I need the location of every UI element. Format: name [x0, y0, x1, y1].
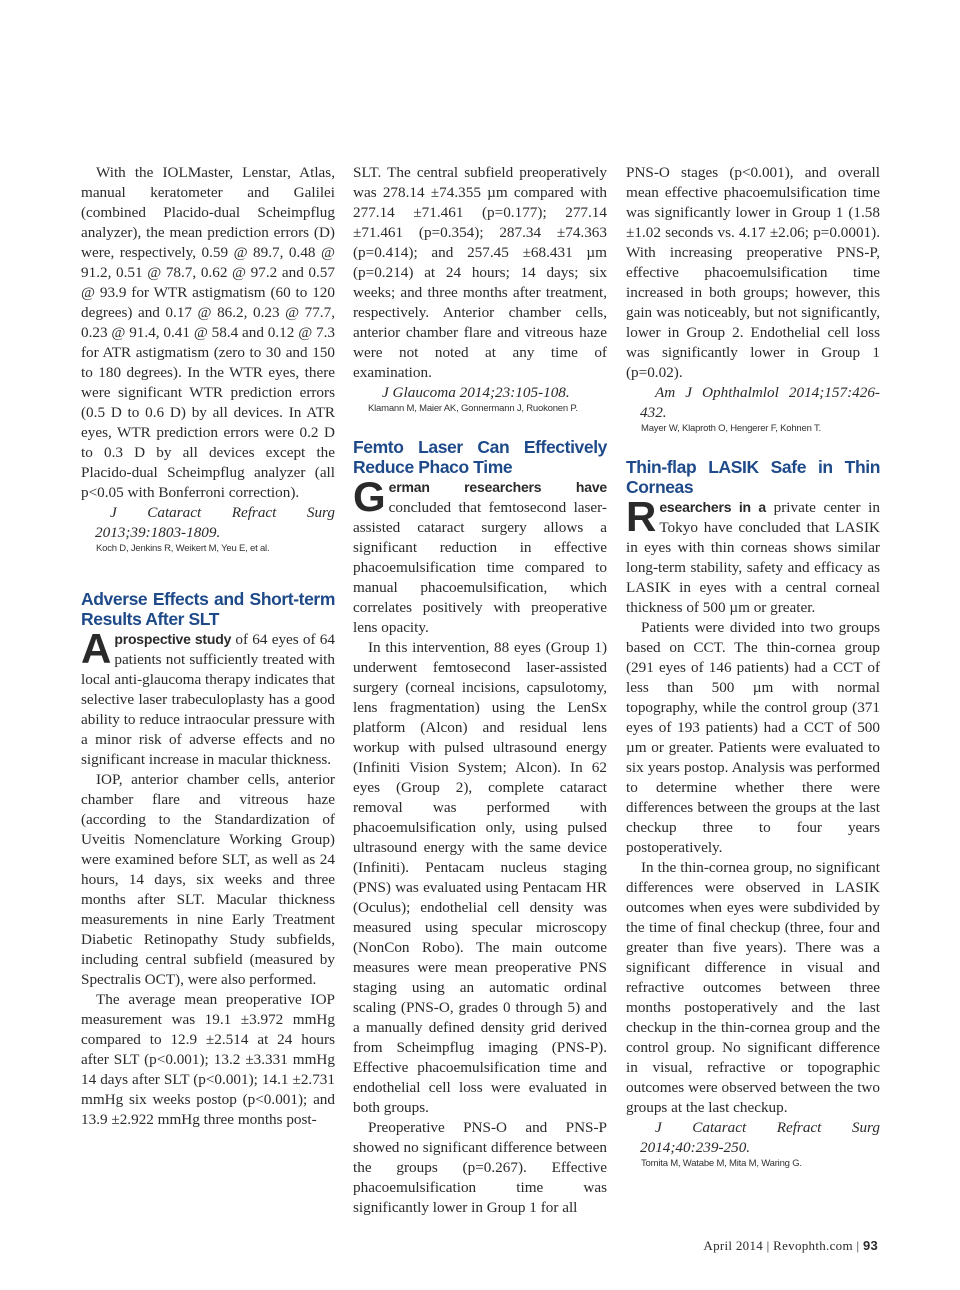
lead-in: prospective study: [114, 631, 232, 647]
article-lead-paragraph: [626, 493, 880, 618]
footer-separator: |: [856, 1238, 860, 1253]
article-paragraph: In this intervention, 88 eyes (Group 1) underwent femtosecond laser-assisted surgery (corneal incisions, capsulotomy, lens fragmentation) using the LenSx platform (Alcon) and residual lens workup with pulsed ultrasound energy (Infiniti Vision System; Alcon). In 62 eyes (Group 2), complete cataract removal was performed with phacoemulsification only, using pulsed ultrasound energy with the same device (Infiniti). Pentacam nucleus staging (PNS) was evaluated using Pentacam HR (Oculus); endothelial cell density was measured using specular microscopy (NonCon Robo). The main outcome measures were mean preoperative PNS staging using an automatic ordinal scaling (PNS-O, grades 0 through 5) and a manually defined density grid derived from Scheimpflug imaging (PNS-P). Effective phacoemulsification time and endothelial cell loss were evaluated in both groups.: [353, 639, 607, 1116]
lead-text: private center in Tokyo have concluded that LASIK in eyes with thin corneas shows similar long-term stability, safety and efficacy as LASIK in eyes with a central corneal thickness of 500 µm or greater.: [626, 499, 880, 616]
author-list: Koch D, Jenkins R, Weikert M, Yeu E, et al.: [96, 543, 270, 554]
column-3: [626, 163, 880, 1170]
article-heading: Thin-flap LASIK Safe in Thin Corneas: [626, 457, 880, 497]
lead-in: esearchers in a: [659, 499, 766, 515]
article-lead-paragraph: [81, 625, 335, 770]
lead-text: of 64 eyes of 64 patients not sufficiently treated with local anti-glaucoma therapy indicates that selective laser trabeculoplasty has a good ability to reduce intraocular pressure with a minor risk of adverse effects and no significant increase in macular thickness.: [81, 631, 335, 768]
author-list: Klamann M, Maier AK, Gonnermann J, Ruokonen P.: [368, 403, 578, 414]
article-paragraph: Preoperative PNS-O and PNS-P showed no significant difference between the groups (p=0.267). Effective phacoemulsification time was significantly lower in Group 1 for all: [353, 1119, 607, 1216]
column-2: [353, 163, 607, 1218]
drop-cap: A: [81, 625, 112, 672]
footer-separator: |: [766, 1238, 770, 1253]
article-paragraph: PNS-O stages (p<0.001), and overall mean effective phacoemulsification time was significantly lower in Group 1 (1.58 ±1.02 seconds vs. 4.17 ±2.06; p=0.0001). With increasing preoperative PNS-P, effective phacoemulsification time increased in both groups; however, this gain was noticeably, but not significantly, lower in Group 2. Endothelial cell loss was significantly lower in Group 1 (p=0.02).: [626, 164, 880, 381]
page-number: 93: [862, 1238, 878, 1253]
author-list: Tomita M, Watabe M, Mita M, Waring G.: [641, 1158, 802, 1169]
article-paragraph: With the IOLMaster, Lenstar, Atlas, manual keratometer and Galilei (combined Placido-dual Scheimpflug analyzer), the mean prediction errors (D) were, respectively, 0.59 @ 89.7, 0.48 @ 91.2, 0.51 @ 78.7, 0.62 @ 97.2 and 0.57 @ 93.9 for WTR astigmatism (60 to 120 degrees) and 0.17 @ 86.2, 0.23 @ 77.7, 0.23 @ 91.4, 0.41 @ 58.4 and 0.12 @ 7.3 for ATR astigmatism (zero to 30 and 150 to 180 degrees). In the WTR eyes, there were significant WTR prediction errors (0.5 D to 0.6 D) by all devices. In ATR eyes, WTR prediction errors were 0.2 D to 0.3 D by all devices except the Placido-dual Scheimpflug analyzer (all p<0.05 with Bonferroni correction).: [81, 164, 335, 501]
lead-text: concluded that femtosecond laser-assisted cataract surgery allows a significant reduction in effective phacoemulsification time compared to manual phacoemulsification, which correlates positively with preoperative lens opacity.: [353, 499, 607, 636]
journal-citation: J Cataract Refract Surg 2014;40:239-250.: [640, 1119, 880, 1156]
drop-cap: R: [626, 493, 657, 540]
journal-citation: Am J Ophthalmlol 2014;157:426-432.: [640, 384, 880, 421]
article-heading: Femto Laser Can Effectively Reduce Phaco Time: [353, 437, 607, 477]
article-paragraph: In the thin-cornea group, no significant differences were observed in LASIK outcomes when eyes were subdivided by the time of final checkup (three, four and greater than five years). There was a significant difference in visual and refractive outcomes between three months postoperatively and the last checkup in the thin-cornea group and the control group. No significant difference in visual, refractive or topographic outcomes were observed between the two groups at the last checkup.: [626, 859, 880, 1116]
journal-citation: J Glaucoma 2014;23:105-108.: [382, 384, 570, 401]
journal-citation: J Cataract Refract Surg 2013;39:1803-1809.: [95, 504, 335, 541]
article-paragraph: SLT. The central subfield preoperatively was 278.14 ±74.355 µm compared with 277.14 ±71.461 (p=0.177); 277.14 ±71.461 (p=0.354); 287.34 ±74.363 (p=0.414); and 257.45 ±68.431 µm (p=0.214) at 24 hours; 14 days; six weeks; and three months after treatment, respectively. Anterior chamber cells, anterior chamber flare and vitreous haze were not noted at any time of examination.: [353, 164, 607, 381]
article-paragraph: Patients were divided into two groups based on CCT. The thin-cornea group (291 eyes of 146 patients) had a CCT of less than 500 µm with normal topography, while the control group (371 eyes of 193 patients) had a CCT of 500 µm or greater. Patients were evaluated to six years postop. Analysis was performed to determine whether there were differences between the groups at the last checkup three to four years postoperatively.: [626, 619, 880, 856]
page-footer: [703, 1238, 878, 1254]
column-1: [81, 163, 335, 1130]
article-paragraph: IOP, anterior chamber cells, anterior chamber flare and vitreous haze (according to the Standardization of Uveitis Nomenclature Working Group) were examined before SLT, as well as 24 hours, 14 days, six weeks and three months after SLT. Macular thickness measurements in nine Early Treatment Diabetic Retinopathy Study subfields, including central subfield (measured by Spectralis OCT), were also performed.: [81, 771, 335, 988]
article-paragraph: The average mean preoperative IOP measurement was 19.1 ±3.972 mmHg compared to 12.9 ±2.514 at 24 hours after SLT (p<0.001); 13.2 ±3.331 mmHg 14 days after SLT (p<0.001); 14.1 ±2.731 mmHg six weeks postop (p<0.001); and 13.9 ±2.922 mmHg three months post-: [81, 991, 335, 1128]
lead-in: erman researchers have: [388, 479, 607, 495]
article-heading: Adverse Effects and Short-term Results After SLT: [81, 589, 335, 629]
article-lead-paragraph: [353, 473, 607, 638]
drop-cap: G: [353, 473, 386, 520]
issue-date: April 2014: [703, 1238, 764, 1253]
author-list: Mayer W, Klaproth O, Hengerer F, Kohnen T.: [641, 423, 821, 434]
website: Revophth.com: [773, 1238, 853, 1253]
